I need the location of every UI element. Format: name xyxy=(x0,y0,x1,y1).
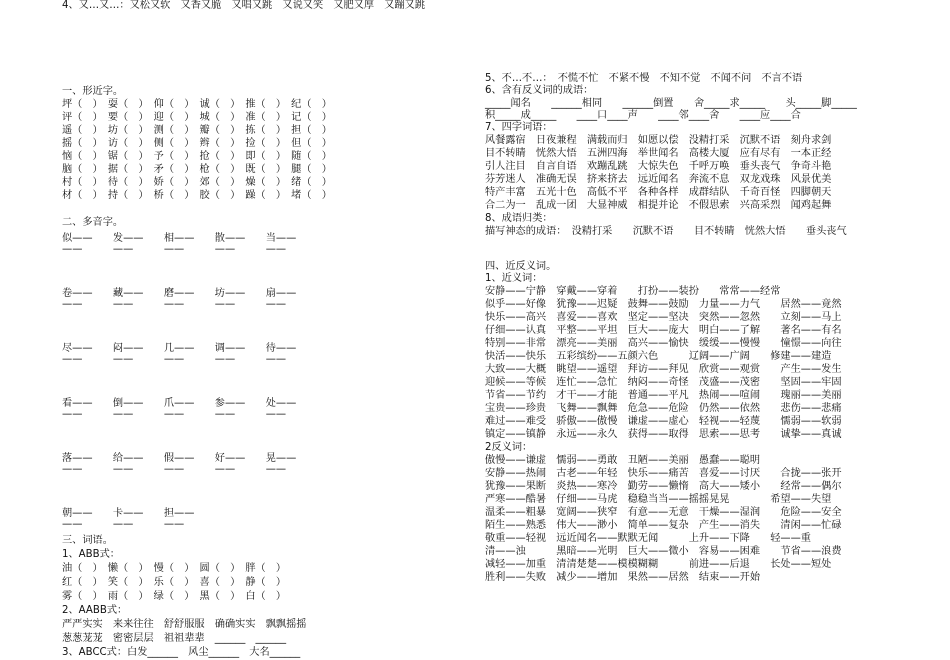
right-column-line: 引人注目 自言自语 欢蹦乱跳 大惊失色 千呼万唤 垂头丧气 争奇斗艳 xyxy=(485,161,832,172)
left-column-line: —— —— —— —— —— xyxy=(62,244,287,255)
left-column-line: 尽—— 闷—— 几—— 调—— 待—— xyxy=(62,343,297,354)
right-column-line: 减轻——加重 清清楚楚——模模糊糊 前进——后退 长处——短处 xyxy=(485,559,832,570)
left-column-line: 3、ABCC式：白发______ 风尘______ 大名______ xyxy=(62,647,301,658)
right-column-line: 7、四字词语： xyxy=(485,122,553,133)
right-column-line: 5、不…不…： 不慌不忙 不紧不慢 不知不觉 不闻不问 不言不语 xyxy=(485,73,803,84)
left-column-line: 落—— 给—— 假—— 好—— 晃—— xyxy=(62,453,297,464)
left-column-line: 朝—— 卡—— 担—— xyxy=(62,508,195,519)
left-column-line: 雾（ ） 雨（ ） 绿（ ） 黑（ ） 白（ ） xyxy=(62,591,287,602)
right-column-line: 温柔——粗暴 宽阔——狭窄 有意——无意 干燥——湿润 危险——安全 xyxy=(485,507,842,518)
right-column-line: 风餐露宿 日夜兼程 满载而归 如愿以偿 没精打采 沉默不语 刻舟求剑 xyxy=(485,135,832,146)
left-column-line: 严严实实 来来往往 舒舒服服 确确实实 飘飘摇摇 xyxy=(62,619,307,630)
right-column-line: _____闻名 ______相同 ______倒置 舍_____求_____ 头_____脚_____ xyxy=(485,98,857,109)
right-column-line: 特别——非常 漂亮——美丽 高兴——愉快 缓缓——慢慢 憧憬——向往 xyxy=(485,338,842,349)
right-column-line: 安静——热闹 古老——年轻 快乐——痛苦 喜爱——讨厌 合拢——张开 xyxy=(485,468,842,479)
right-column-line: 镇定——镇静 永远——永久 获得——取得 思索——思考 诚挚——真诚 xyxy=(485,429,842,440)
left-column-line: 4、又…又…：又松又软 又香又脆 又唱又跳 又说又笑 又肥又厚 又蹦又跳 xyxy=(62,0,426,11)
left-column-line: 摇（ ） 访（ ） 侧（ ） 辫（ ） 捡（ ） 但（ ） xyxy=(62,138,332,149)
right-column-line: 8、成语归类： xyxy=(485,213,553,224)
left-column-line: 2、AABB式： xyxy=(62,605,128,616)
left-column-line: 遥（ ） 坊（ ） 测（ ） 瓣（ ） 拣（ ） 担（ ） xyxy=(62,125,332,136)
right-column-line: 迎候——等候 连忙——急忙 纳闷——奇怪 茂盛——茂密 坚固——牢固 xyxy=(485,377,842,388)
right-column-line: 严寒——酷暑 仔细——马虎 稳稳当当——摇摇晃晃 希望——失望 xyxy=(485,494,832,505)
right-column-line: 难过——难受 骄傲——傲慢 谦虚——虚心 轻视——轻蔑 懦弱——软弱 xyxy=(485,416,842,427)
right-column-line: 快活——快乐 五彩缤纷——五颜六色 辽阔——广阔 修建——建造 xyxy=(485,351,832,362)
right-column-line: 胜利——失败 减少——增加 果然——居然 结束——开始 xyxy=(485,572,761,583)
left-column-line: —— —— —— —— —— xyxy=(62,464,287,475)
left-column-line: 评（ ） 要（ ） 迎（ ） 城（ ） 准（ ） 记（ ） xyxy=(62,112,332,123)
left-column-line: 村（ ） 待（ ） 娇（ ） 郊（ ） 燥（ ） 绪（ ） xyxy=(62,177,332,188)
left-column-line: 三、词语。 xyxy=(62,535,113,546)
right-column-line: 积_____成_____ ____口____声 ____邻____舍 ____应____合 xyxy=(485,110,801,121)
left-column-line: —— —— —— —— —— xyxy=(62,299,287,310)
left-column-line: 材（ ） 持（ ） 桥（ ） 胶（ ） 躁（ ） 堵（ ） xyxy=(62,190,332,201)
right-column-line: 特产丰富 五光十色 高低不平 各种各样 成群结队 千奇百怪 四脚朝天 xyxy=(485,187,832,198)
left-column-line: 恼（ ） 锯（ ） 予（ ） 抢（ ） 即（ ） 随（ ） xyxy=(62,151,332,162)
right-column-line: 宝贵——珍贵 飞舞——飘舞 危急——危险 仍然——依然 悲伤——悲痛 xyxy=(485,403,842,414)
right-column-line: 大致——大概 眺望——遥望 拜访——拜见 欣赏——观赏 产生——发生 xyxy=(485,364,842,375)
right-column-line: 节省——节约 才干——才能 普通——平凡 热闹——喧闹 瑰丽——美丽 xyxy=(485,390,842,401)
left-column-line: 一、形近字。 xyxy=(62,86,124,97)
right-column-line: 快乐——高兴 喜爱——喜欢 坚定——坚决 突然——忽然 立刻——马上 xyxy=(485,312,842,323)
right-column-line: 敬重——轻视 远近闻名——默默无闻 上升——下降 轻——重 xyxy=(485,533,811,544)
left-column-line: 卷—— 藏—— 磨—— 坊—— 扇—— xyxy=(62,288,297,299)
right-column-line: 仔细——认真 平整——平坦 巨大——庞大 明白——了解 著名——有名 xyxy=(485,325,842,336)
left-column-line: 红（ ） 笑（ ） 乐（ ） 喜（ ） 静（ ） xyxy=(62,577,287,588)
left-column-line: 葱葱茏茏 密密层层 祖祖辈辈 ______ ______ xyxy=(62,633,287,644)
right-column-line: 1、近义词： xyxy=(485,273,543,284)
left-column-line: —— —— —— —— —— xyxy=(62,354,287,365)
left-column-line: 二、多音字。 xyxy=(62,217,124,228)
right-column-line: 犹豫——果断 炎热——寒冷 勤劳——懒惰 高大——矮小 经常——偶尔 xyxy=(485,481,842,492)
left-column-line: 看—— 倒—— 爪—— 参—— 处—— xyxy=(62,398,297,409)
right-column-line: 陌生——熟悉 伟大——渺小 简单——复杂 产生——消失 清闲——忙碌 xyxy=(485,520,842,531)
left-column-line: 1、ABB式： xyxy=(62,549,120,560)
right-column-line: 四、近反义词。 xyxy=(485,261,557,272)
left-column-line: 坪（ ） 耍（ ） 仰（ ） 诚（ ） 推（ ） 纪（ ） xyxy=(62,99,332,110)
right-column-line: 合二为一 乱成一团 大显神威 相提并论 不假思索 兴高采烈 闻鸡起舞 xyxy=(485,200,832,211)
right-column-line: 描写神态的成语： 没精打采 沉默不语 目不转睛 恍然大悟 垂头丧气 xyxy=(485,226,847,237)
right-column-line: 芬芳迷人 准确无误 挤来挤去 远近闻名 奔流不息 双龙戏珠 风景优美 xyxy=(485,174,832,185)
right-column-line: 安静——宁静 穿戴——穿着 打扮——装扮 常常——经常 xyxy=(485,286,781,297)
right-column-line: 清——浊 黑暗——光明 巨大——微小 容易——困难 节省——浪费 xyxy=(485,546,842,557)
right-column-line: 傲慢——谦虚 懦弱——勇敢 丑陋——美丽 愚蠢——聪明 xyxy=(485,455,761,466)
right-column-line: 6、含有反义词的成语： xyxy=(485,85,594,96)
left-column-line: 似—— 发—— 相—— 散—— 当—— xyxy=(62,233,297,244)
left-column-line: —— —— —— —— —— xyxy=(62,409,287,420)
left-column-line: 油（ ） 懒（ ） 慢（ ） 圆（ ） 胖（ ） xyxy=(62,563,287,574)
left-column-line: 脑（ ） 据（ ） 矛（ ） 枪（ ） 既（ ） 腿（ ） xyxy=(62,164,332,175)
left-column-line: —— —— —— xyxy=(62,519,185,530)
right-column-line: 似乎——好像 犹豫——迟疑 鼓舞——鼓励 力量——力气 居然——竟然 xyxy=(485,299,842,310)
right-column-line: 目不转睛 恍然大悟 五洲四海 举世闻名 高楼大厦 应有尽有 一本正经 xyxy=(485,148,832,159)
right-column-line: 2反义词： xyxy=(485,442,533,453)
